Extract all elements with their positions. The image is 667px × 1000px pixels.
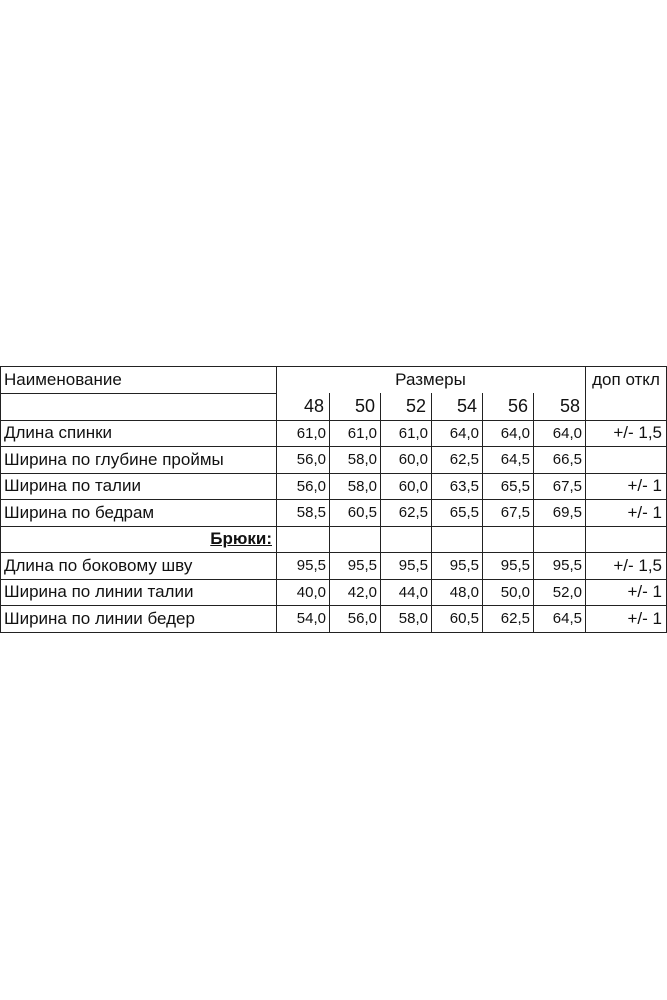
value-cell: 56,0 xyxy=(347,610,377,627)
tolerance-cell: +/- 1 xyxy=(627,476,662,495)
table-row xyxy=(0,420,667,446)
table-row xyxy=(0,446,667,473)
value-cell: 62,5 xyxy=(500,610,530,627)
table-row xyxy=(0,605,667,632)
value-cell: 95,5 xyxy=(347,557,377,574)
table-row xyxy=(0,499,667,526)
tolerance-cell xyxy=(585,446,667,473)
value-cell: 58,5 xyxy=(296,504,326,521)
grid-line xyxy=(0,393,276,394)
value-cell: 66,5 xyxy=(552,451,582,468)
value-cell: 64,0 xyxy=(500,424,530,442)
grid-line xyxy=(431,393,432,632)
grid-line xyxy=(0,579,667,580)
value-cell: 64,5 xyxy=(552,610,582,627)
value-cell: 62,5 xyxy=(398,504,428,521)
size-cell: 48 xyxy=(303,396,324,416)
value-cell: 60,0 xyxy=(398,451,428,468)
value-cell: 95,5 xyxy=(296,557,326,574)
value-cell: 64,0 xyxy=(552,424,582,442)
value-cell: 42,0 xyxy=(347,583,377,601)
sizes-row xyxy=(0,393,667,420)
grid-line xyxy=(0,552,667,553)
value-cell: 54,0 xyxy=(296,610,326,627)
grid-line xyxy=(329,393,330,632)
value-cell: 63,5 xyxy=(449,477,479,495)
measurement-name: Ширина по линии талии xyxy=(4,582,194,601)
grid-line xyxy=(0,526,667,527)
tolerance-cell: +/- 1 xyxy=(627,502,662,522)
value-cell: 67,5 xyxy=(500,504,530,521)
value-cell: 62,5 xyxy=(449,451,479,468)
value-cell: 56,0 xyxy=(296,477,326,495)
value-cell: 69,5 xyxy=(552,504,582,521)
measurement-name: Длина спинки xyxy=(4,423,113,442)
grid-line xyxy=(0,499,667,500)
section-row xyxy=(0,526,667,552)
tolerance-cell: +/- 1 xyxy=(627,608,662,628)
measurement-name: Ширина по талии xyxy=(4,476,141,495)
header-row xyxy=(0,366,667,393)
grid-line xyxy=(482,393,483,632)
header-name: Наименование xyxy=(4,369,122,389)
value-cell: 58,0 xyxy=(347,451,377,468)
measurement-name: Длина по боковому шву xyxy=(4,555,193,575)
measurement-name: Ширина по глубине проймы xyxy=(4,449,224,469)
table-row xyxy=(0,552,667,579)
value-cell: 56,0 xyxy=(296,451,326,468)
value-cell: 50,0 xyxy=(500,583,530,601)
value-cell: 95,5 xyxy=(500,557,530,574)
value-cell: 60,0 xyxy=(398,477,428,495)
value-cell: 95,5 xyxy=(398,557,428,574)
tolerance-cell: +/- 1,5 xyxy=(613,423,662,442)
value-cell: 58,0 xyxy=(347,477,377,495)
value-cell: 40,0 xyxy=(296,583,326,601)
grid-line xyxy=(0,605,667,606)
grid-line xyxy=(0,366,667,367)
value-cell: 48,0 xyxy=(449,583,479,601)
size-cell: 58 xyxy=(559,396,580,416)
grid-line xyxy=(276,366,277,632)
value-cell: 65,5 xyxy=(500,477,530,495)
value-cell: 60,5 xyxy=(347,504,377,521)
value-cell: 61,0 xyxy=(398,424,428,442)
table-row xyxy=(0,473,667,499)
value-cell: 60,5 xyxy=(449,610,479,627)
header-sizes: Размеры xyxy=(395,369,466,389)
table-row xyxy=(0,579,667,605)
value-cell: 64,0 xyxy=(449,424,479,442)
tolerance-cell: +/- 1 xyxy=(627,582,662,601)
section-label: Брюки: xyxy=(210,529,272,548)
grid-line xyxy=(585,366,586,632)
value-cell: 95,5 xyxy=(552,557,582,574)
measurement-name: Ширина по линии бедер xyxy=(4,608,195,628)
header-tolerance: доп откл xyxy=(592,369,660,389)
value-cell: 61,0 xyxy=(296,424,326,442)
measurement-name: Ширина по бедрам xyxy=(4,502,155,522)
grid-line xyxy=(0,420,667,421)
grid-line xyxy=(380,393,381,632)
value-cell: 44,0 xyxy=(398,583,428,601)
value-cell: 52,0 xyxy=(552,583,582,601)
size-cell: 56 xyxy=(507,396,528,416)
size-cell: 50 xyxy=(354,396,375,416)
grid-line xyxy=(0,366,1,632)
value-cell: 61,0 xyxy=(347,424,377,442)
value-cell: 95,5 xyxy=(449,557,479,574)
grid-line xyxy=(0,446,667,447)
size-cell: 52 xyxy=(405,396,426,416)
value-cell: 67,5 xyxy=(552,477,582,495)
value-cell: 58,0 xyxy=(398,610,428,627)
value-cell: 65,5 xyxy=(449,504,479,521)
grid-line xyxy=(0,632,667,633)
grid-line xyxy=(0,473,667,474)
grid-line xyxy=(533,393,534,632)
value-cell: 64,5 xyxy=(500,451,530,468)
size-cell: 54 xyxy=(456,396,477,416)
tolerance-cell: +/- 1,5 xyxy=(613,555,662,575)
